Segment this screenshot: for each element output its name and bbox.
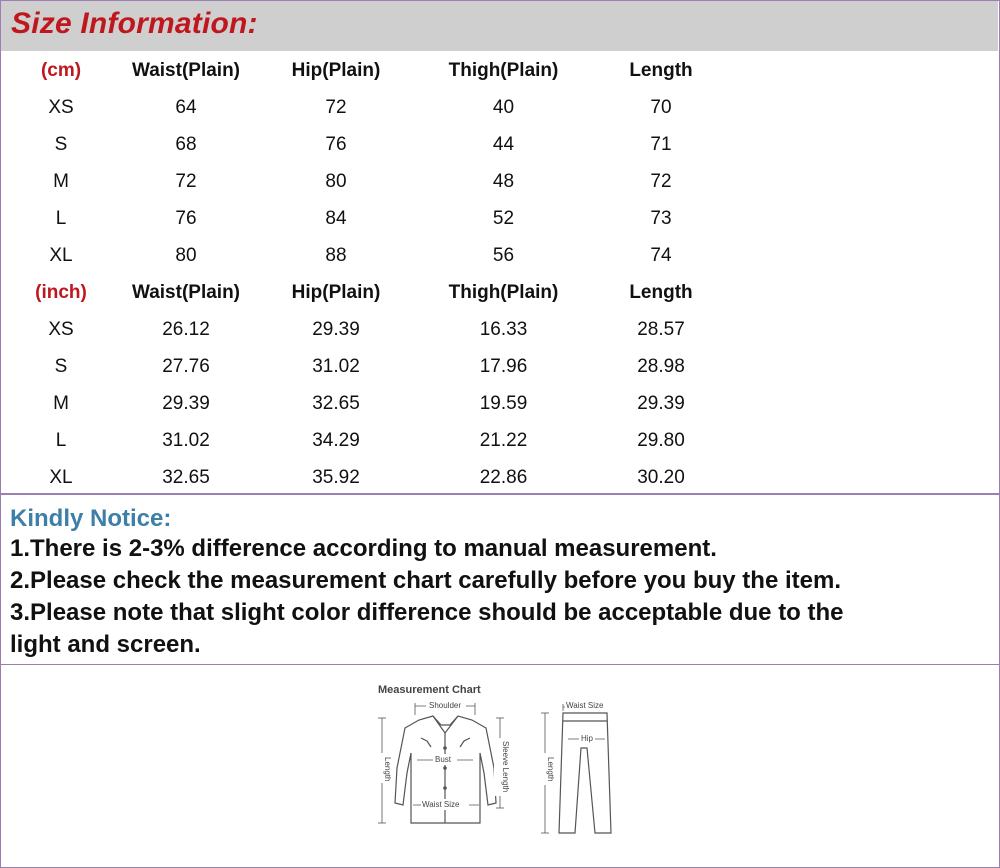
column-header-length: Length xyxy=(629,60,693,81)
waist-value: 64 xyxy=(175,97,197,118)
hip-value: 88 xyxy=(325,245,347,266)
column-header-thigh: Thigh(Plain) xyxy=(448,60,559,81)
waist-size-label: Waist Size xyxy=(422,800,460,809)
bust-label: Bust xyxy=(435,755,452,764)
table-row xyxy=(1,163,998,200)
thigh-value: 44 xyxy=(492,134,515,155)
cm-unit-label: (cm) xyxy=(40,60,82,81)
size-table xyxy=(1,52,998,493)
table-row xyxy=(1,311,998,348)
table-row xyxy=(1,385,998,422)
length-value: 72 xyxy=(650,171,672,192)
hip-value: 72 xyxy=(325,97,347,118)
length-value: 28.98 xyxy=(637,356,685,377)
hip-value: 34.29 xyxy=(312,430,360,451)
thigh-value: 17.96 xyxy=(479,356,528,377)
notice-title: Kindly Notice: xyxy=(10,505,172,532)
measurement-chart-figure xyxy=(355,673,650,853)
inch-unit-label: (inch) xyxy=(35,282,87,303)
shoulder-label: Shoulder xyxy=(429,701,462,710)
waist-value: 76 xyxy=(175,208,197,229)
length-value: 28.57 xyxy=(637,319,685,340)
length-value: 29.39 xyxy=(637,393,685,414)
length-value: 29.80 xyxy=(637,430,685,451)
table-row xyxy=(1,126,998,163)
column-header-thigh: Thigh(Plain) xyxy=(448,282,559,303)
waist-value: 31.02 xyxy=(162,430,210,451)
hip-value: 80 xyxy=(325,171,347,192)
inch-header-row xyxy=(1,274,998,311)
measurement-chart-drawing xyxy=(355,673,650,853)
pants-length-label: Length xyxy=(546,757,555,782)
section-divider xyxy=(0,664,1000,665)
notice-line-4: light and screen. xyxy=(10,631,201,658)
notice-line-2: 2.Please check the measurement chart carefully before you buy the item. xyxy=(10,567,841,594)
hip-value: 32.65 xyxy=(312,393,360,414)
length-value: 73 xyxy=(650,208,672,229)
table-row xyxy=(1,237,998,274)
size-info-header xyxy=(1,1,998,51)
cm-header-row xyxy=(1,52,998,89)
hip-value: 31.02 xyxy=(312,356,360,377)
measurement-chart-title: Measurement Chart xyxy=(378,684,481,696)
waist-value: 32.65 xyxy=(162,467,210,488)
thigh-value: 19.59 xyxy=(479,393,528,414)
table-row xyxy=(1,459,998,496)
waist-value: 68 xyxy=(175,134,197,155)
size-label: M xyxy=(53,171,69,192)
thigh-value: 21.22 xyxy=(479,430,528,451)
pants-waist-size-label: Waist Size xyxy=(566,701,604,710)
table-row xyxy=(1,200,998,237)
table-row xyxy=(1,89,998,126)
size-label: L xyxy=(55,430,67,451)
length-value: 70 xyxy=(650,97,672,118)
notice-section xyxy=(10,505,990,661)
size-label: M xyxy=(53,393,69,414)
hip-label: Hip xyxy=(581,734,594,743)
hip-value: 76 xyxy=(325,134,347,155)
size-label: XS xyxy=(48,319,74,340)
size-label: XS xyxy=(48,97,74,118)
thigh-value: 52 xyxy=(492,208,515,229)
waist-value: 80 xyxy=(175,245,197,266)
table-row xyxy=(1,348,998,385)
column-header-hip: Hip(Plain) xyxy=(291,282,381,303)
length-value: 74 xyxy=(650,245,672,266)
sleeve-length-label: Sleeve Length xyxy=(501,741,510,793)
column-header-waist: Waist(Plain) xyxy=(131,60,241,81)
size-label: XL xyxy=(49,467,73,488)
thigh-value: 40 xyxy=(492,97,515,118)
thigh-value: 22.86 xyxy=(479,467,528,488)
thigh-value: 16.33 xyxy=(479,319,528,340)
table-row xyxy=(1,422,998,459)
section-divider xyxy=(0,493,1000,495)
length-value: 71 xyxy=(650,134,672,155)
column-header-hip: Hip(Plain) xyxy=(291,60,381,81)
length-value: 30.20 xyxy=(637,467,685,488)
size-info-title: Size Information: xyxy=(11,7,258,40)
waist-value: 26.12 xyxy=(162,319,210,340)
size-label: L xyxy=(55,208,67,229)
length-label: Length xyxy=(383,757,392,782)
size-label: S xyxy=(54,356,68,377)
waist-value: 27.76 xyxy=(162,356,210,377)
waist-value: 29.39 xyxy=(162,393,210,414)
hip-value: 84 xyxy=(325,208,347,229)
column-header-waist: Waist(Plain) xyxy=(131,282,241,303)
waist-value: 72 xyxy=(175,171,197,192)
thigh-value: 48 xyxy=(492,171,515,192)
thigh-value: 56 xyxy=(492,245,515,266)
hip-value: 35.92 xyxy=(312,467,360,488)
size-label: S xyxy=(54,134,68,155)
size-label: XL xyxy=(49,245,73,266)
column-header-length: Length xyxy=(629,282,693,303)
notice-line-3: 3.Please note that slight color difference should be acceptable due to the xyxy=(10,599,844,626)
notice-line-1: 1.There is 2-3% difference according to manual measurement. xyxy=(10,535,717,562)
hip-value: 29.39 xyxy=(312,319,360,340)
